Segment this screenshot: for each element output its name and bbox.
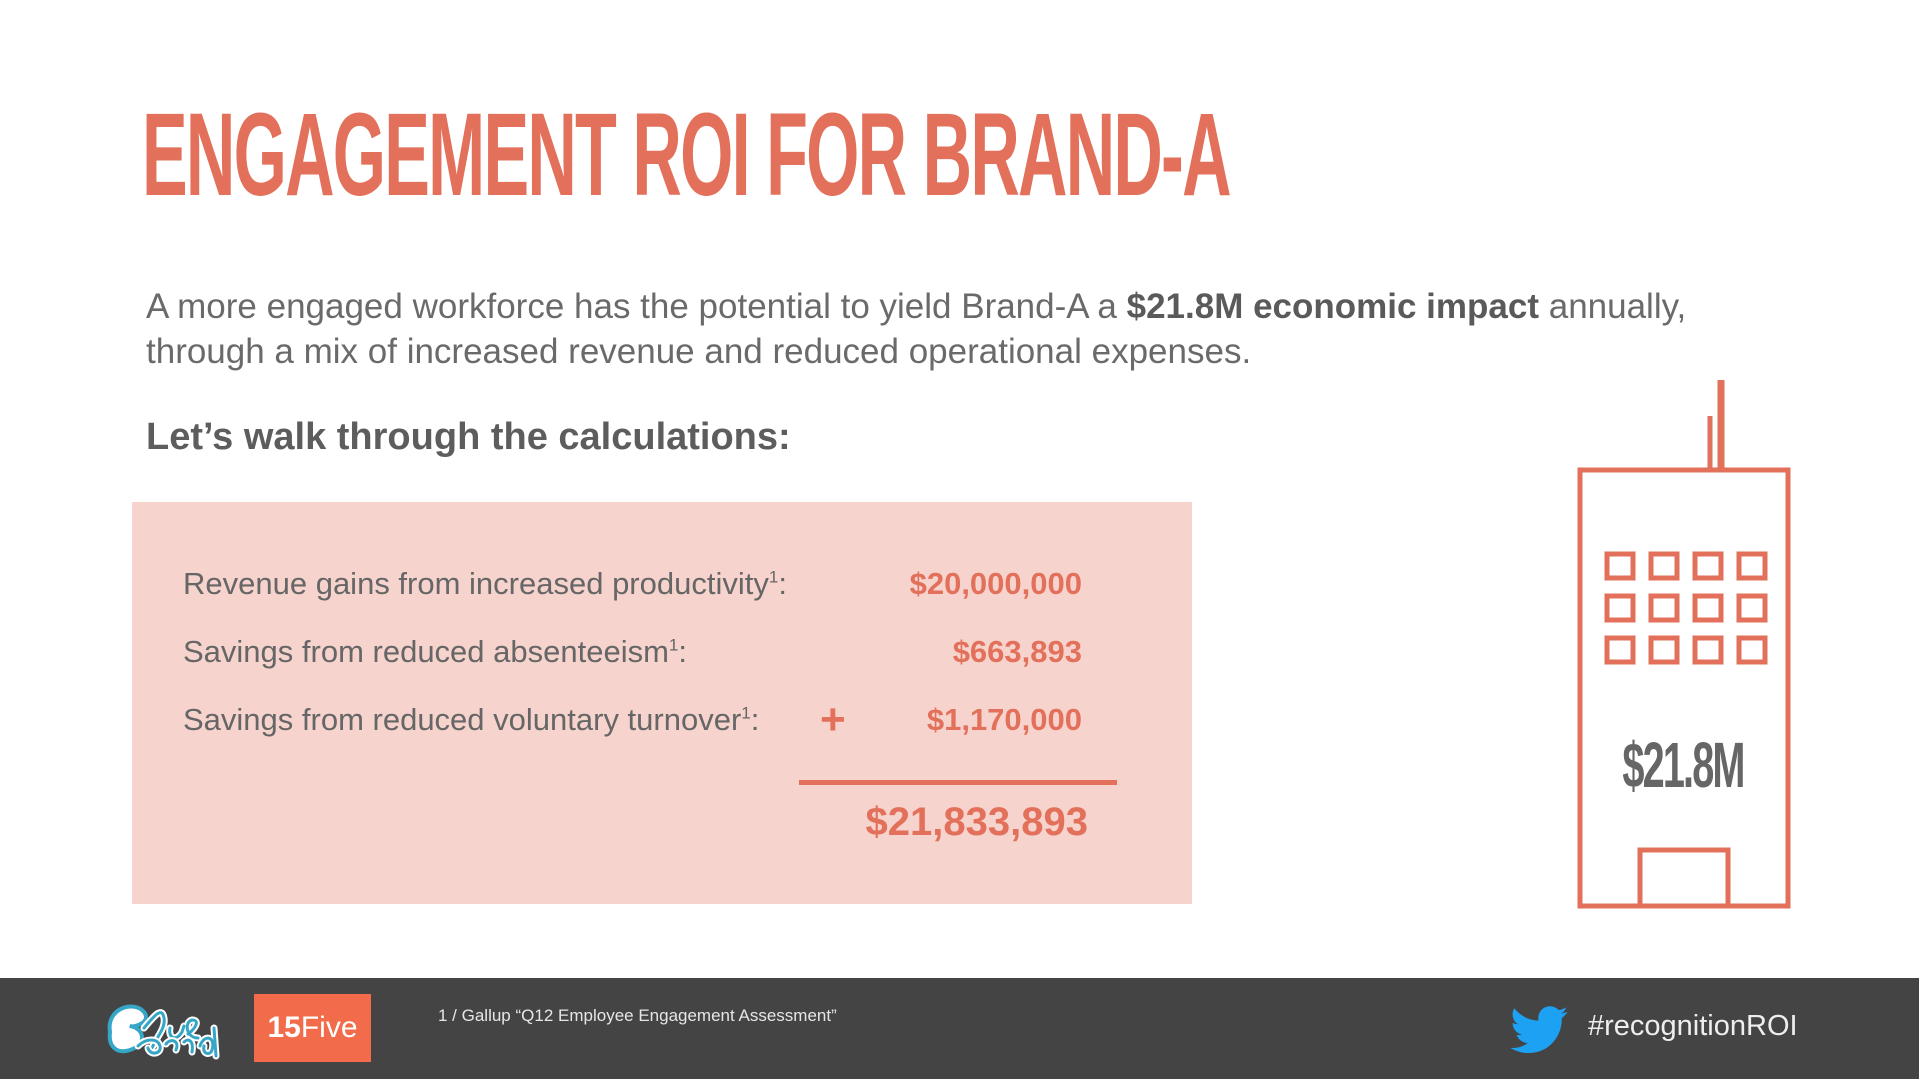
- building-icon: [1570, 380, 1800, 910]
- blue-board-logo: [104, 998, 232, 1060]
- intro-paragraph: [146, 284, 1766, 374]
- calc-total-value: $21,833,893: [865, 800, 1088, 844]
- calc-row-value-turnover: $1,170,000: [926, 702, 1082, 737]
- footnote: 1 / Gallup “Q12 Employee Engagement Assessment”: [438, 1006, 837, 1025]
- calculation-box: [132, 502, 1192, 904]
- calc-row-label-revenue: Revenue gains from increased productivity$^1$:: [183, 566, 787, 601]
- intro-text-part2: annually, through a mix of increased revenue and reduced operational expenses.: [146, 287, 1687, 371]
- slide-title: ENGAGEMENT ROI FOR BRAND-A: [142, 89, 1230, 221]
- footer-bar: [0, 978, 1919, 1079]
- twitter-bird-icon: [1510, 1006, 1568, 1054]
- building-value-label: $21.8M: [1622, 729, 1744, 801]
- intro-highlight: $21.8M economic impact: [1126, 287, 1539, 326]
- calc-row-value-absenteeism: $663,893: [952, 634, 1082, 669]
- calc-row-label-turnover: Savings from reduced voluntary turnover$^1$:: [183, 702, 760, 737]
- hashtag-text: #recognitionROI: [1588, 1010, 1798, 1042]
- calculations-subhead: Let’s walk through the calculations:: [146, 416, 791, 458]
- intro-text-part1: A more engaged workforce has the potential to yield Brand-A a: [146, 287, 1127, 326]
- plus-operator: +: [820, 695, 846, 744]
- 15five-logo: 15Five: [254, 994, 371, 1062]
- sum-divider-line: [799, 780, 1117, 785]
- calc-row-value-revenue: $20,000,000: [909, 566, 1082, 601]
- calc-row-label-absenteeism: Savings from reduced absenteeism$^1$:: [183, 634, 688, 669]
